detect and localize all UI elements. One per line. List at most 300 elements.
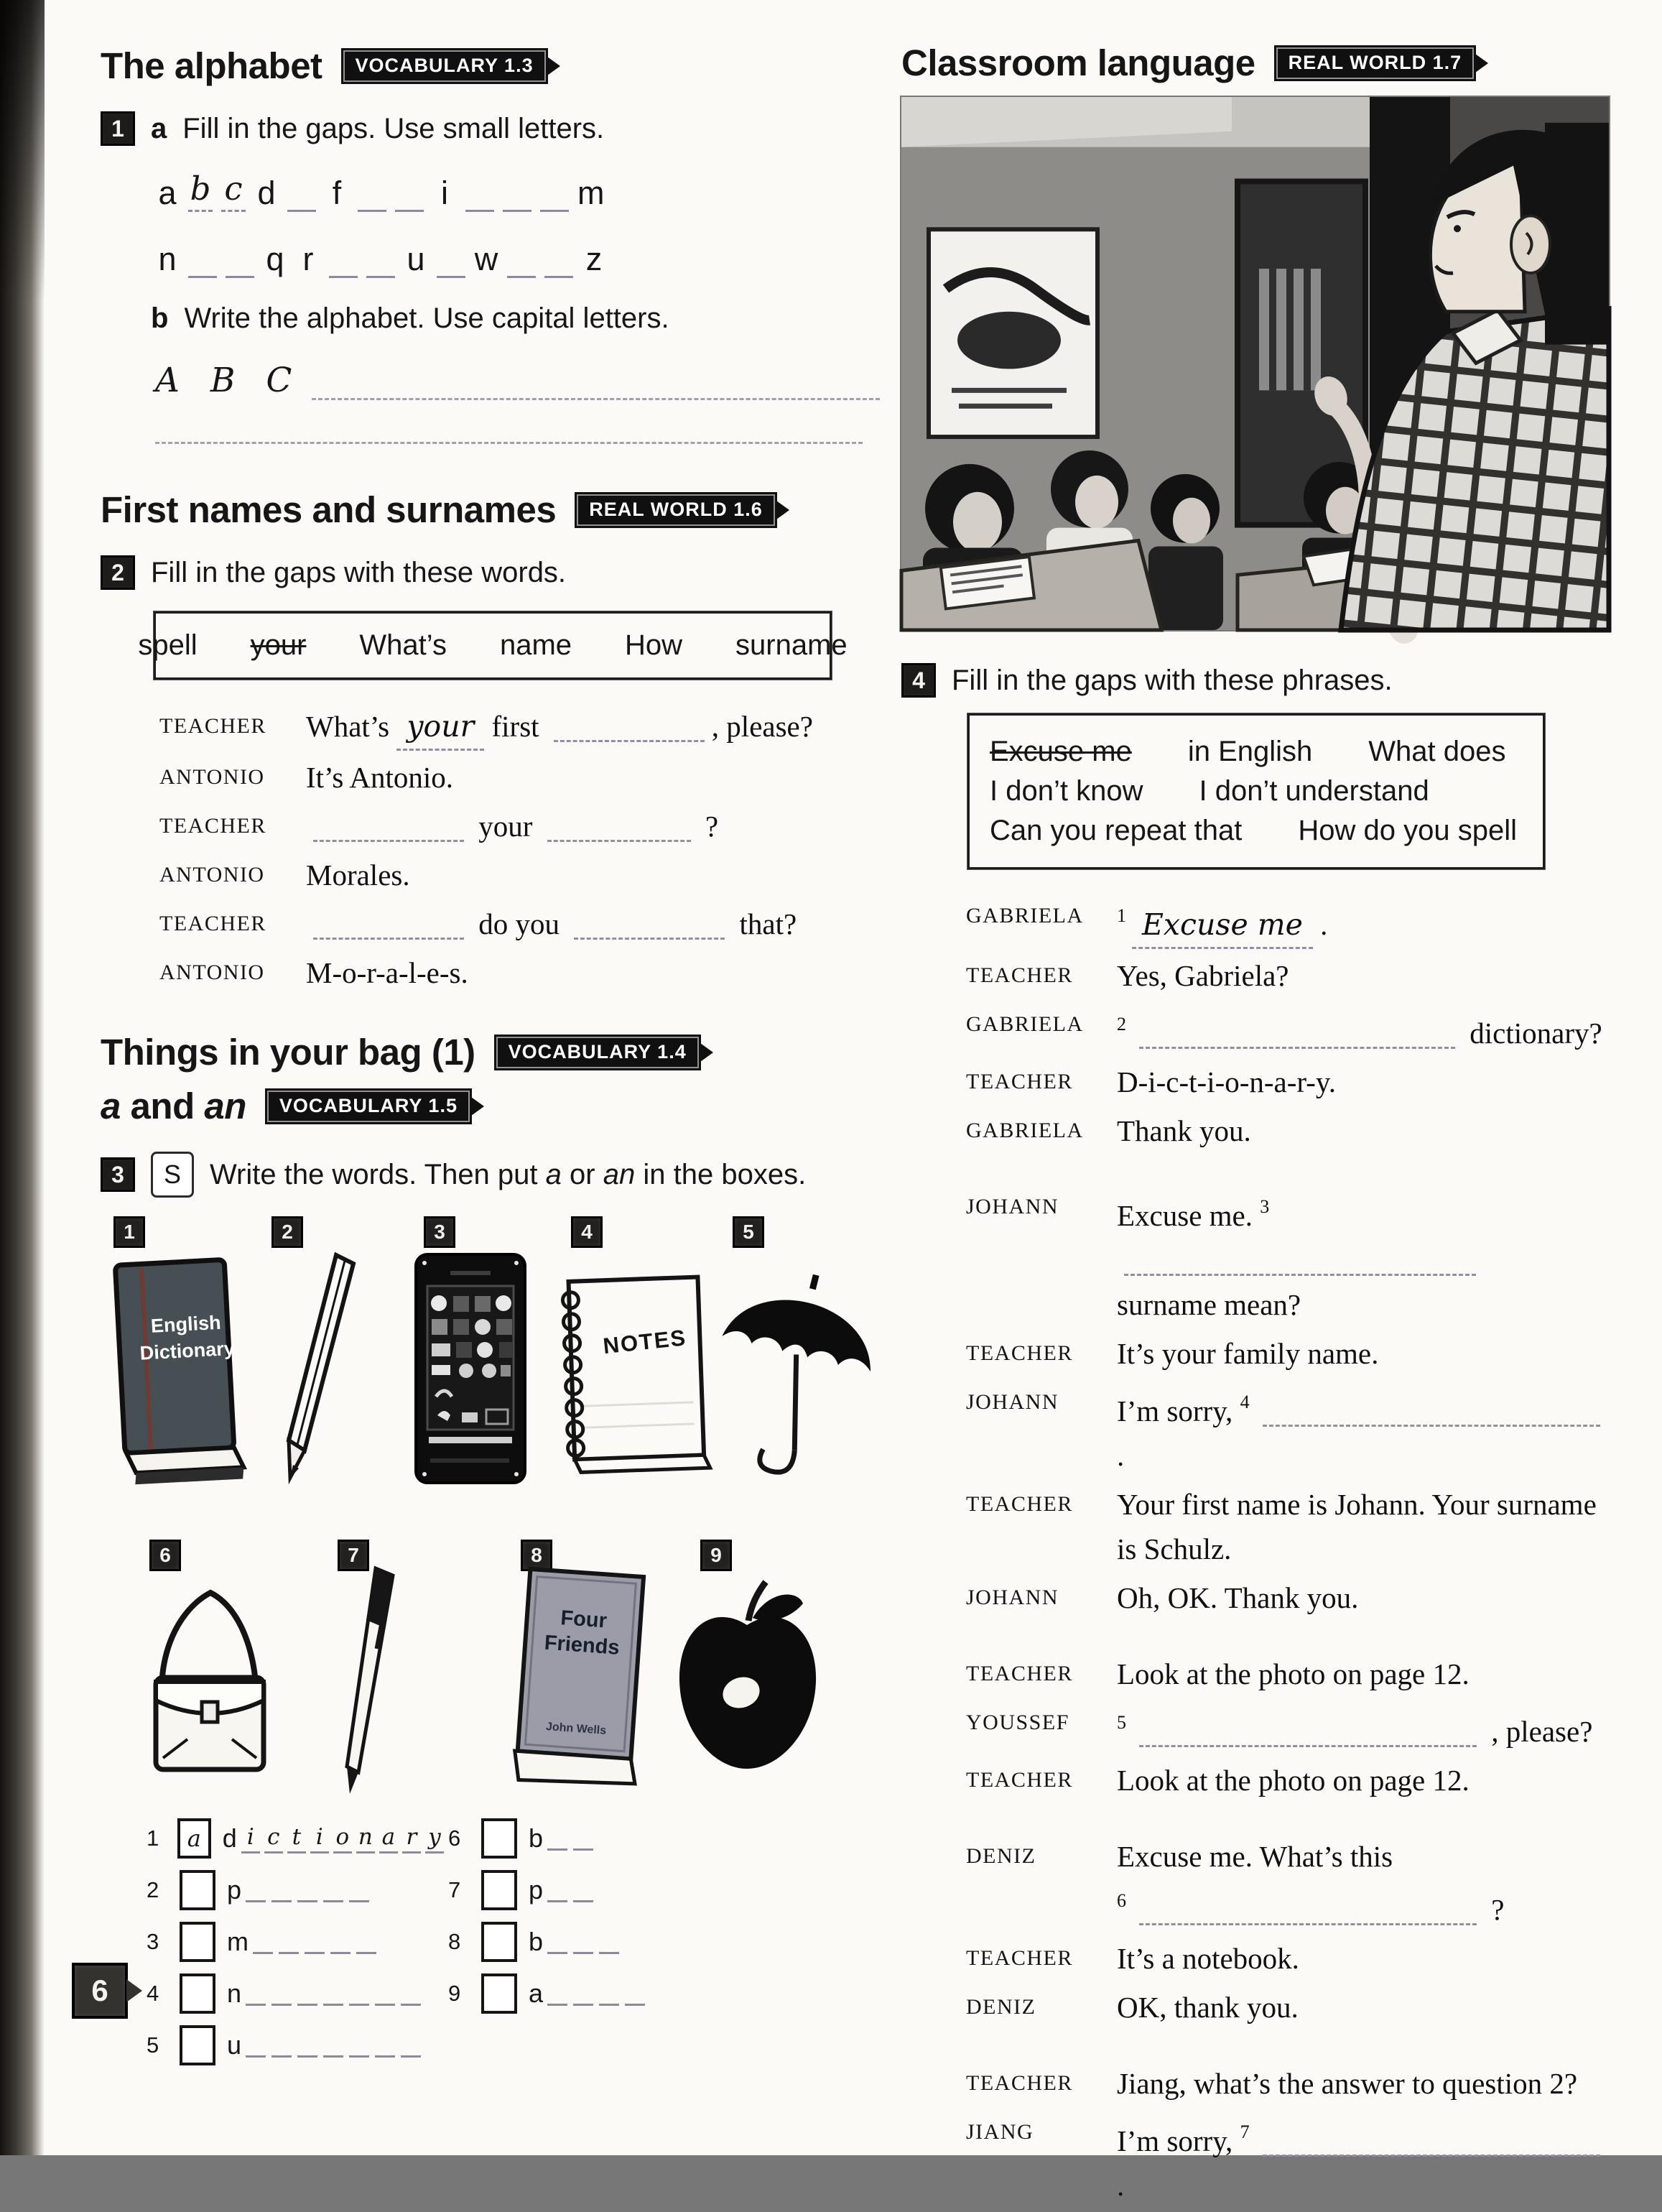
utterance xyxy=(1117,1758,1609,1803)
item-6-number: 6 xyxy=(149,1540,181,1571)
utterance xyxy=(1117,1652,1609,1696)
dictionary-label-line2: Dictionary xyxy=(139,1337,236,1364)
answer-gap[interactable] xyxy=(313,908,464,940)
dialogue-text: that? xyxy=(732,907,797,940)
classroom-photo xyxy=(901,97,1609,630)
letter-blank[interactable] xyxy=(349,2034,369,2058)
word-box xyxy=(138,611,848,680)
letter-printed: q xyxy=(266,241,284,277)
exercise-2-line xyxy=(101,555,880,590)
page-number-badge xyxy=(72,1963,128,2019)
dialogue-line xyxy=(966,1700,1609,1754)
bag-section-header xyxy=(101,1031,880,1127)
letter-blank[interactable] xyxy=(366,247,395,278)
utterance xyxy=(1117,1936,1609,1981)
speaker-label: TEACHER xyxy=(966,1492,1073,1516)
utterance xyxy=(1117,2110,1609,2208)
dialogue-text: do you xyxy=(471,907,567,940)
dialogue-line xyxy=(966,1331,1609,1376)
first-letter: p xyxy=(529,1875,544,1905)
utterance xyxy=(1117,1834,1609,1932)
book-title-line1: Four xyxy=(560,1606,608,1633)
write-line[interactable] xyxy=(312,394,880,400)
dialogue-text: Look at the photo on page 12. xyxy=(1117,1764,1470,1797)
dialogue-text: OK, thank you. xyxy=(1117,1991,1299,2024)
answer-gap[interactable] xyxy=(1139,1894,1477,1925)
phrase-option: What does xyxy=(1368,736,1506,767)
speaker-label: ANTONIO xyxy=(159,961,265,984)
utterance xyxy=(1117,1575,1609,1620)
dialogue-line xyxy=(966,1834,1609,1932)
first-letter: d xyxy=(222,1823,237,1853)
book-image xyxy=(488,1560,668,1797)
dialogue-antonio xyxy=(101,704,880,995)
answer-number: 4 xyxy=(147,1981,159,2006)
letter-blank[interactable] xyxy=(547,1827,567,1851)
speaker-label: YOUSSEF xyxy=(966,1711,1069,1734)
letter-blank[interactable] xyxy=(573,1930,593,1954)
letter-printed: a xyxy=(158,175,177,211)
dialogue-line xyxy=(966,1185,1609,1327)
letter-blank[interactable] xyxy=(465,181,494,212)
book-author: John Wells xyxy=(545,1721,607,1737)
dialogue-text: Thank you. xyxy=(1117,1114,1251,1147)
dialogue-text: dictionary? xyxy=(1462,1017,1602,1050)
dialogue-line xyxy=(966,2110,1609,2208)
answer-row xyxy=(448,1968,750,2019)
letter-blank[interactable] xyxy=(323,1879,343,1902)
answer-gap[interactable] xyxy=(1263,2125,1600,2157)
phrase-option: I don’t understand xyxy=(1199,775,1429,807)
answer-number: 5 xyxy=(147,2032,159,2058)
letter-printed: f xyxy=(332,175,342,211)
dialogue-text: . xyxy=(1117,2169,1125,2202)
dialogue-text: . xyxy=(1117,1439,1125,1472)
letter-blank[interactable] xyxy=(323,1982,343,2006)
exercise-4-instruction: Fill in the gaps with these phrases. xyxy=(952,664,1393,696)
utterance xyxy=(306,950,880,995)
write-line[interactable] xyxy=(155,438,863,444)
written-letter: a xyxy=(379,1824,398,1854)
item-8-number: 8 xyxy=(521,1540,552,1571)
section-title-the-alphabet: The alphabet xyxy=(101,45,322,86)
part-a-label: a xyxy=(151,112,167,144)
letter-blank[interactable] xyxy=(246,1982,266,2006)
word-option: your xyxy=(250,629,307,661)
letter-blank[interactable] xyxy=(253,1930,273,1954)
answer-row xyxy=(147,1916,448,1968)
dialogue-line xyxy=(966,953,1609,998)
answer-row xyxy=(147,2019,448,2071)
speaker-label: TEACHER xyxy=(966,1662,1073,1685)
exercise-1a-instruction: Fill in the gaps. Use small letters. xyxy=(182,112,605,144)
answer-row xyxy=(448,1916,750,1968)
gap-number: 3 xyxy=(1260,1196,1270,1217)
left-column xyxy=(101,45,880,2071)
letter-blank[interactable] xyxy=(573,1982,593,2006)
exercise-1b-line xyxy=(151,302,880,335)
letter-printed: w xyxy=(474,241,498,277)
answer-gap[interactable] xyxy=(1124,1244,1476,1276)
speaking-icon: S xyxy=(151,1152,194,1198)
answer-gap[interactable] xyxy=(1139,1716,1477,1747)
speaker-label: ANTONIO xyxy=(159,765,265,789)
article-box[interactable] xyxy=(180,1922,215,1962)
exercise-1a-line xyxy=(101,111,880,146)
exercise-4-number-badge: 4 xyxy=(901,663,936,698)
letter-blank[interactable] xyxy=(625,1982,645,2006)
dialogue-text: D-i-c-t-i-o-n-a-r-y. xyxy=(1117,1065,1336,1098)
letter-printed: m xyxy=(577,175,605,211)
answer-number: 6 xyxy=(448,1825,461,1851)
phrase-option: Excuse me xyxy=(990,736,1132,767)
letter-blank[interactable] xyxy=(547,1879,567,1902)
phrase-option: I don’t know xyxy=(990,775,1143,807)
letter-blank[interactable] xyxy=(395,181,424,212)
answer-gap[interactable] xyxy=(554,711,705,742)
utterance xyxy=(306,804,880,848)
phrase-option: in English xyxy=(1187,736,1313,767)
dialogue-text: It’s a notebook. xyxy=(1117,1942,1299,1975)
dialogue-text: is Schulz. xyxy=(1117,1532,1232,1565)
answer-gap[interactable] xyxy=(1139,1017,1455,1049)
dialogue-line xyxy=(966,1936,1609,1981)
gap-number: 7 xyxy=(1240,2121,1250,2142)
speaker-label: TEACHER xyxy=(159,912,266,935)
letter-blank[interactable] xyxy=(356,1930,376,1954)
answer-row xyxy=(147,1968,448,2019)
letter-blank[interactable] xyxy=(401,1982,421,2006)
letter-blank[interactable] xyxy=(297,1879,317,1902)
letter-printed: u xyxy=(407,241,425,277)
utterance xyxy=(306,704,880,751)
classroom-section-header xyxy=(901,42,1609,84)
utterance xyxy=(1117,1109,1609,1153)
article-box[interactable] xyxy=(180,1870,215,1910)
first-letter: b xyxy=(529,1927,544,1956)
dialogue-line xyxy=(966,894,1609,949)
answers-column-1 xyxy=(147,1813,448,2071)
letter-blank[interactable] xyxy=(573,1827,593,1851)
letter-blank[interactable] xyxy=(349,1879,369,1902)
answer-number: 7 xyxy=(448,1877,461,1902)
article-box[interactable] xyxy=(481,1818,517,1859)
written-answer: your xyxy=(396,704,484,751)
speaker-label: JOHANN xyxy=(966,1390,1059,1414)
written-letter: i xyxy=(310,1824,329,1854)
exercise-3-number-badge: 3 xyxy=(101,1157,135,1192)
real-world-1-6-badge: REAL WORLD 1.6 xyxy=(575,492,777,528)
letter-blank[interactable] xyxy=(297,2034,317,2058)
book-title-line2: Friends xyxy=(543,1631,621,1660)
written-letter: t xyxy=(287,1824,306,1854)
first-letter: a xyxy=(529,1979,544,2008)
dictionary-label-line1: English xyxy=(150,1311,222,1337)
dialogue-line xyxy=(159,704,880,751)
pen-image xyxy=(320,1560,420,1797)
dialogue-text: It’s Antonio. xyxy=(306,761,454,794)
written-letter: r xyxy=(402,1824,421,1854)
gap-number: 1 xyxy=(1117,905,1126,926)
dictionary-image xyxy=(101,1246,255,1491)
letter-printed: n xyxy=(158,241,177,277)
section-title-first-names: First names and surnames xyxy=(101,489,557,530)
dialogue-text: ? xyxy=(1484,1893,1505,1926)
exercise-4-line xyxy=(901,663,1609,698)
item-3-number: 3 xyxy=(424,1216,455,1248)
real-world-1-7-badge: REAL WORLD 1.7 xyxy=(1274,45,1477,81)
notebook-label: NOTES xyxy=(601,1325,688,1359)
utterance xyxy=(1117,1002,1609,1055)
utterance xyxy=(1117,1060,1609,1104)
alphabet-row-2 xyxy=(155,233,880,278)
dialogue-line xyxy=(159,950,880,995)
exercise-2-instruction: Fill in the gaps with these words. xyxy=(151,556,567,588)
article-box[interactable] xyxy=(180,1973,215,2014)
written-answer: Excuse me xyxy=(1132,902,1313,949)
phrase-box xyxy=(967,713,1545,869)
capital-letters-answer-line xyxy=(155,361,880,400)
dialogue-line xyxy=(966,1482,1609,1571)
dialogue-text: Jiang, what’s the answer to question 2? xyxy=(1117,2067,1578,2100)
speaker-label: TEACHER xyxy=(966,1946,1073,1970)
first-letter: u xyxy=(227,2030,242,2060)
letter-printed: r xyxy=(302,241,314,277)
article-box[interactable] xyxy=(177,1818,211,1859)
vocabulary-1-4-badge: VOCABULARY 1.4 xyxy=(494,1035,701,1070)
dialogue-text: . xyxy=(1312,908,1328,941)
answer-gap[interactable] xyxy=(547,810,691,842)
letter-blank[interactable] xyxy=(271,1879,292,1902)
speaker-label: GABRIELA xyxy=(966,1012,1084,1036)
answer-row xyxy=(448,1864,750,1916)
section-title-things-in-bag: Things in your bag (1) xyxy=(101,1032,475,1073)
letter-blank[interactable] xyxy=(246,1879,266,1902)
word-option: What’s xyxy=(359,629,447,661)
dialogue-text: , please? xyxy=(1484,1715,1593,1748)
letter-blank[interactable] xyxy=(329,247,358,278)
speaker-label: ANTONIO xyxy=(159,863,265,887)
dialogue-text: It’s your family name. xyxy=(1117,1337,1379,1370)
letter-blank[interactable] xyxy=(358,181,386,212)
written-letter: n xyxy=(356,1824,375,1854)
phrase-row xyxy=(990,775,1523,807)
utterance xyxy=(306,853,880,897)
dialogue-line xyxy=(159,804,880,848)
names-section-header xyxy=(101,489,880,531)
letter-blank[interactable] xyxy=(573,1879,593,1902)
page-binding-shadow xyxy=(0,0,45,2155)
utterance xyxy=(306,902,880,946)
section-title-classroom-language: Classroom language xyxy=(901,42,1255,83)
item-2-number: 2 xyxy=(271,1216,303,1248)
speaker-label: TEACHER xyxy=(966,1070,1073,1093)
letter-blank[interactable] xyxy=(330,1930,350,1954)
letter-blank[interactable] xyxy=(279,1930,299,1954)
article-box[interactable] xyxy=(180,2025,215,2065)
dialogue-text: Your first name is Johann. Your surname xyxy=(1117,1488,1597,1521)
letter-answer: b xyxy=(188,170,213,212)
letter-blank[interactable] xyxy=(503,181,531,212)
utterance xyxy=(1117,1331,1609,1376)
answer-number: 8 xyxy=(448,1929,461,1954)
utterance xyxy=(306,755,880,800)
speaker-label: JOHANN xyxy=(966,1195,1059,1218)
letter-blank[interactable] xyxy=(349,1982,369,2006)
exercise-3-line xyxy=(101,1152,880,1198)
dialogue-line xyxy=(966,2061,1609,2106)
phrase-row xyxy=(990,815,1523,847)
dialogue-text: Excuse me. xyxy=(1117,1199,1261,1232)
alphabet-section-header xyxy=(101,45,880,87)
dialogue-text: What’s xyxy=(306,710,397,743)
written-letter: i xyxy=(241,1824,260,1854)
written-letter: o xyxy=(333,1824,352,1854)
speaker-label: TEACHER xyxy=(966,1341,1073,1365)
article-box[interactable] xyxy=(481,1922,517,1962)
item-9-number: 9 xyxy=(700,1540,732,1571)
answer-row xyxy=(147,1864,448,1916)
letter-blank[interactable] xyxy=(437,247,465,278)
item-pictures xyxy=(101,1216,880,1800)
letter-blank[interactable] xyxy=(599,1982,619,2006)
answer-number: 1 xyxy=(147,1825,159,1851)
letter-blank[interactable] xyxy=(287,181,316,212)
dialogue-text: Look at the photo on page 12. xyxy=(1117,1657,1470,1690)
utterance xyxy=(1117,894,1609,949)
section-subtitle-a-and-an: a and an xyxy=(101,1086,246,1126)
answer-row xyxy=(147,1813,448,1864)
abc-sample-answer: A B C xyxy=(155,361,302,400)
item-4-number: 4 xyxy=(571,1216,603,1248)
speaker-label: JOHANN xyxy=(966,1586,1059,1609)
item-5-number: 5 xyxy=(733,1216,764,1248)
speaker-label: TEACHER xyxy=(966,2071,1073,2095)
phone-image xyxy=(406,1249,535,1489)
exercise-1-number-badge: 1 xyxy=(101,111,135,146)
letter-blank[interactable] xyxy=(540,181,569,212)
first-letter: n xyxy=(227,1979,242,2008)
dialogue-classroom xyxy=(901,894,1609,2208)
dialogue-text: I’m sorry, xyxy=(1117,2124,1240,2157)
letter-answer: c xyxy=(221,170,246,212)
first-letter: b xyxy=(529,1823,544,1853)
speaker-label: TEACHER xyxy=(966,963,1073,987)
letter-blank[interactable] xyxy=(547,1930,567,1954)
gap-number: 2 xyxy=(1117,1014,1126,1035)
dialogue-text: Oh, OK. Thank you. xyxy=(1117,1581,1359,1614)
dialogue-text: ? xyxy=(697,810,719,843)
utterance xyxy=(1117,2061,1609,2106)
dialogue-text: , please? xyxy=(711,710,813,743)
phrase-option: Can you repeat that xyxy=(990,815,1243,846)
dialogue-text: M-o-r-a-l-e-s. xyxy=(306,956,468,989)
right-column xyxy=(901,42,1609,2212)
dialogue-text: Yes, Gabriela? xyxy=(1117,959,1289,992)
dialogue-line xyxy=(966,1758,1609,1803)
item-1-number: 1 xyxy=(113,1216,145,1248)
letter-blank[interactable] xyxy=(544,247,573,278)
dialogue-line xyxy=(966,1109,1609,1153)
utterance xyxy=(1117,1185,1609,1327)
speaker-label: DENIZ xyxy=(966,1995,1036,2019)
speaker-label: GABRIELA xyxy=(966,904,1084,927)
gap-number: 6 xyxy=(1117,1890,1126,1911)
item-7-number: 7 xyxy=(338,1540,369,1571)
letter-blank[interactable] xyxy=(226,247,254,278)
pencil-image xyxy=(267,1245,375,1489)
answer-row xyxy=(448,1813,750,1864)
article-box[interactable] xyxy=(481,1870,517,1910)
speaker-label: GABRIELA xyxy=(966,1119,1084,1142)
dialogue-line xyxy=(966,1652,1609,1696)
utterance xyxy=(1117,953,1609,998)
gap-number: 5 xyxy=(1117,1712,1126,1733)
article-box[interactable] xyxy=(481,1973,517,2014)
dialogue-text: Morales. xyxy=(306,859,410,892)
answer-gap[interactable] xyxy=(1263,1395,1600,1427)
letter-blank[interactable] xyxy=(271,1982,292,2006)
answer-number: 2 xyxy=(147,1877,159,1902)
dialogue-line xyxy=(159,755,880,800)
letter-printed: d xyxy=(257,175,276,211)
dialogue-text: Excuse me. What’s this xyxy=(1117,1840,1393,1873)
article-answer: a xyxy=(187,1825,201,1852)
letter-blank[interactable] xyxy=(246,2034,266,2058)
letter-blank[interactable] xyxy=(375,2034,395,2058)
letter-blank[interactable] xyxy=(375,1982,395,2006)
dialogue-line xyxy=(159,853,880,897)
dialogue-text: I’m sorry, xyxy=(1117,1394,1240,1427)
phrase-option: How do you spell xyxy=(1298,815,1517,846)
letter-blank[interactable] xyxy=(305,1930,325,1954)
umbrella-image xyxy=(707,1246,880,1484)
utterance xyxy=(1117,1482,1609,1571)
letter-blank[interactable] xyxy=(297,1982,317,2006)
letter-printed: i xyxy=(441,175,448,211)
page-number: 6 xyxy=(91,1973,108,2007)
alphabet-row-1 xyxy=(155,167,880,212)
answer-gap[interactable] xyxy=(574,908,725,940)
vocabulary-1-5-badge: VOCABULARY 1.5 xyxy=(265,1088,472,1124)
written-letter: c xyxy=(264,1824,283,1854)
word-option: How xyxy=(625,629,683,661)
word-option: name xyxy=(499,629,572,661)
dialogue-line xyxy=(966,1060,1609,1104)
exercise-3-answers xyxy=(101,1813,880,2071)
dialogue-line xyxy=(966,1575,1609,1620)
letter-blank[interactable] xyxy=(547,1982,567,2006)
exercise-2-number-badge: 2 xyxy=(101,555,135,590)
letter-blank[interactable] xyxy=(188,247,217,278)
letter-blank[interactable] xyxy=(323,2034,343,2058)
letter-blank[interactable] xyxy=(507,247,536,278)
answer-number: 9 xyxy=(448,1981,461,2006)
letter-blank[interactable] xyxy=(599,1930,619,1954)
word-option: spell xyxy=(138,629,198,661)
utterance xyxy=(1117,1700,1609,1754)
answer-gap[interactable] xyxy=(313,810,464,842)
letter-printed: z xyxy=(585,241,603,277)
vocabulary-1-3-badge: VOCABULARY 1.3 xyxy=(341,48,548,84)
gap-number: 4 xyxy=(1240,1392,1250,1412)
letter-blank[interactable] xyxy=(401,2034,421,2058)
speaker-label: TEACHER xyxy=(159,714,266,738)
written-letter: y xyxy=(425,1824,444,1854)
dialogue-text: first xyxy=(484,710,547,743)
apple-image xyxy=(668,1572,826,1787)
letter-blank[interactable] xyxy=(271,2034,292,2058)
